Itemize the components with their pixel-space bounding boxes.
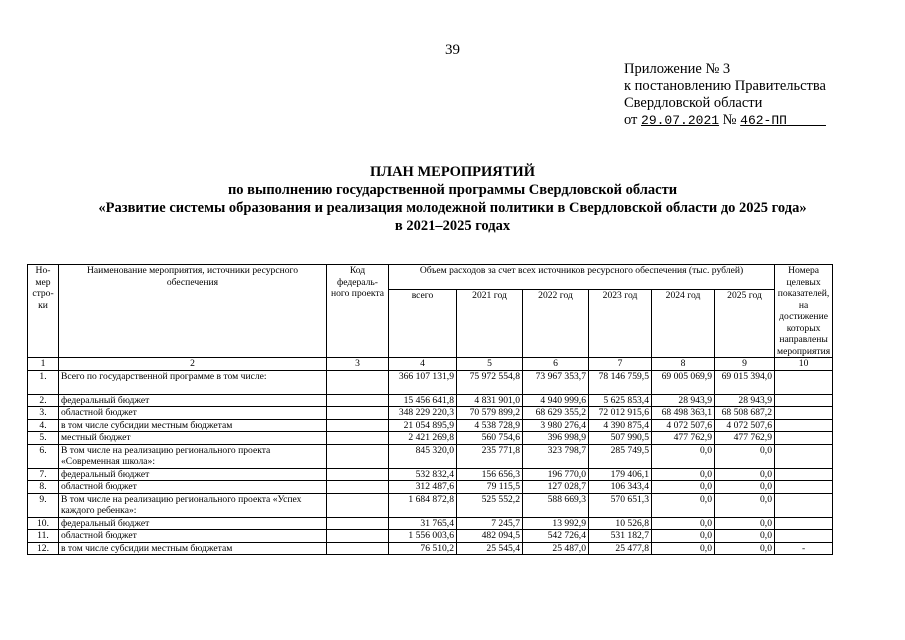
row-2024: 0,0 bbox=[652, 444, 715, 468]
row-number: 10. bbox=[28, 517, 59, 530]
row-target: - bbox=[775, 542, 833, 555]
table-row bbox=[28, 517, 833, 530]
plan-table-body bbox=[28, 370, 833, 555]
row-2021: 4 831 901,0 bbox=[457, 394, 523, 407]
row-target bbox=[775, 444, 833, 468]
row-2023: 285 749,5 bbox=[589, 444, 652, 468]
row-2025: 0,0 bbox=[715, 530, 775, 543]
row-name: областной бюджет bbox=[59, 481, 327, 494]
row-target bbox=[775, 468, 833, 481]
row-2021: 7 245,7 bbox=[457, 517, 523, 530]
row-target bbox=[775, 493, 833, 517]
row-2022: 196 770,0 bbox=[523, 468, 589, 481]
row-2024: 0,0 bbox=[652, 468, 715, 481]
table-row bbox=[28, 481, 833, 494]
row-number: 3. bbox=[28, 407, 59, 420]
col-number: 10 bbox=[775, 358, 833, 371]
row-2024: 0,0 bbox=[652, 493, 715, 517]
row-2025: 69 015 394,0 bbox=[715, 370, 775, 394]
row-2022: 68 629 355,2 bbox=[523, 407, 589, 420]
col-number: 4 bbox=[389, 358, 457, 371]
row-total: 2 421 269,8 bbox=[389, 432, 457, 445]
table-row bbox=[28, 394, 833, 407]
row-2025: 0,0 bbox=[715, 468, 775, 481]
row-2023: 570 651,3 bbox=[589, 493, 652, 517]
row-code bbox=[327, 517, 389, 530]
row-2021: 70 579 899,2 bbox=[457, 407, 523, 420]
appendix-block bbox=[624, 61, 826, 129]
document-title bbox=[0, 163, 905, 235]
title-line-4: в 2021–2025 годах bbox=[394, 218, 511, 234]
row-2024: 28 943,9 bbox=[652, 394, 715, 407]
page-number: 39 bbox=[445, 42, 460, 58]
col-number: 8 bbox=[652, 358, 715, 371]
row-target bbox=[775, 419, 833, 432]
row-2021: 560 754,6 bbox=[457, 432, 523, 445]
row-total: 76 510,2 bbox=[389, 542, 457, 555]
header-2021: 2021 год bbox=[457, 290, 523, 358]
row-code bbox=[327, 493, 389, 517]
row-total: 21 054 895,9 bbox=[389, 419, 457, 432]
header-total: всего bbox=[389, 290, 457, 358]
row-2022: 396 998,9 bbox=[523, 432, 589, 445]
plan-table bbox=[27, 264, 833, 555]
row-2023: 25 477,8 bbox=[589, 542, 652, 555]
row-2025: 68 508 687,2 bbox=[715, 407, 775, 420]
header-row-number: Но-мер стро-ки bbox=[28, 265, 59, 358]
decree-date: 29.07.2021 bbox=[641, 113, 720, 128]
row-target bbox=[775, 394, 833, 407]
title-line-1: ПЛАН МЕРОПРИЯТИЙ bbox=[370, 164, 535, 180]
row-total: 312 487,6 bbox=[389, 481, 457, 494]
row-2022: 323 798,7 bbox=[523, 444, 589, 468]
row-2024: 0,0 bbox=[652, 530, 715, 543]
row-2022: 542 726,4 bbox=[523, 530, 589, 543]
row-2022: 127 028,7 bbox=[523, 481, 589, 494]
row-target bbox=[775, 517, 833, 530]
row-name: Всего по государственной программе в том числе: bbox=[59, 370, 327, 394]
decree-number: 462-ПП bbox=[740, 113, 787, 128]
title-line-2: по выполнению государственной программы Свердловской области bbox=[227, 182, 678, 198]
row-number: 1. bbox=[28, 370, 59, 394]
row-name: В том числе на реализацию регионального проекта «Современная школа»: bbox=[59, 444, 327, 468]
row-total: 532 832,4 bbox=[389, 468, 457, 481]
number-prefix: № bbox=[722, 112, 737, 128]
row-2021: 482 094,5 bbox=[457, 530, 523, 543]
row-2022: 4 940 999,6 bbox=[523, 394, 589, 407]
row-2022: 73 967 353,7 bbox=[523, 370, 589, 394]
row-code bbox=[327, 444, 389, 468]
header-volume: Объем расходов за счет всех источников ресурсного обеспечения (тыс. рублей) bbox=[389, 265, 775, 290]
row-2023: 4 390 875,4 bbox=[589, 419, 652, 432]
row-total: 1 556 003,6 bbox=[389, 530, 457, 543]
row-2023: 10 526,8 bbox=[589, 517, 652, 530]
row-number: 4. bbox=[28, 419, 59, 432]
row-2024: 477 762,9 bbox=[652, 432, 715, 445]
row-number: 7. bbox=[28, 468, 59, 481]
row-total: 15 456 641,8 bbox=[389, 394, 457, 407]
table-row bbox=[28, 407, 833, 420]
col-number: 3 bbox=[327, 358, 389, 371]
table-row bbox=[28, 432, 833, 445]
row-2023: 72 012 915,6 bbox=[589, 407, 652, 420]
row-2021: 235 771,8 bbox=[457, 444, 523, 468]
table-row bbox=[28, 419, 833, 432]
row-2021: 79 115,5 bbox=[457, 481, 523, 494]
date-prefix: от bbox=[624, 112, 638, 128]
row-name: федеральный бюджет bbox=[59, 394, 327, 407]
row-2021: 156 656,3 bbox=[457, 468, 523, 481]
row-2025: 0,0 bbox=[715, 493, 775, 517]
row-2024: 69 005 069,9 bbox=[652, 370, 715, 394]
row-code bbox=[327, 542, 389, 555]
header-targets: Номера целевых показателей, на достижение которых направлены мероприятия bbox=[775, 265, 833, 358]
title-line-3: «Развитие системы образования и реализация молодежной политики в Свердловской области до 2025 года» bbox=[98, 200, 807, 216]
row-total: 31 765,4 bbox=[389, 517, 457, 530]
table-row bbox=[28, 468, 833, 481]
row-number: 9. bbox=[28, 493, 59, 517]
col-number: 5 bbox=[457, 358, 523, 371]
row-total: 348 229 220,3 bbox=[389, 407, 457, 420]
table-row bbox=[28, 530, 833, 543]
row-total: 1 684 872,8 bbox=[389, 493, 457, 517]
row-number: 2. bbox=[28, 394, 59, 407]
row-2022: 13 992,9 bbox=[523, 517, 589, 530]
row-2023: 78 146 759,5 bbox=[589, 370, 652, 394]
row-number: 5. bbox=[28, 432, 59, 445]
col-number: 7 bbox=[589, 358, 652, 371]
row-name: местный бюджет bbox=[59, 432, 327, 445]
row-code bbox=[327, 468, 389, 481]
row-2021: 75 972 554,8 bbox=[457, 370, 523, 394]
header-code: Код федераль-ного проекта bbox=[327, 265, 389, 358]
row-2021: 25 545,4 bbox=[457, 542, 523, 555]
row-2021: 525 552,2 bbox=[457, 493, 523, 517]
row-code bbox=[327, 370, 389, 394]
col-number: 6 bbox=[523, 358, 589, 371]
row-target bbox=[775, 407, 833, 420]
col-number: 1 bbox=[28, 358, 59, 371]
row-code bbox=[327, 394, 389, 407]
row-2025: 0,0 bbox=[715, 517, 775, 530]
row-2025: 477 762,9 bbox=[715, 432, 775, 445]
row-number: 6. bbox=[28, 444, 59, 468]
row-2025: 0,0 bbox=[715, 542, 775, 555]
row-2025: 0,0 bbox=[715, 444, 775, 468]
header-2025: 2025 год bbox=[715, 290, 775, 358]
row-2024: 68 498 363,1 bbox=[652, 407, 715, 420]
header-2024: 2024 год bbox=[652, 290, 715, 358]
row-code bbox=[327, 481, 389, 494]
column-numbers-row bbox=[28, 358, 833, 371]
row-2023: 106 343,4 bbox=[589, 481, 652, 494]
row-2025: 4 072 507,6 bbox=[715, 419, 775, 432]
appendix-line-2: к постановлению Правительства bbox=[624, 78, 826, 94]
row-2024: 0,0 bbox=[652, 517, 715, 530]
header-2022: 2022 год bbox=[523, 290, 589, 358]
row-code bbox=[327, 432, 389, 445]
row-2024: 0,0 bbox=[652, 481, 715, 494]
row-2024: 4 072 507,6 bbox=[652, 419, 715, 432]
appendix-line-3: Свердловской области bbox=[624, 95, 763, 111]
row-2023: 5 625 853,4 bbox=[589, 394, 652, 407]
header-2023: 2023 год bbox=[589, 290, 652, 358]
row-name: областной бюджет bbox=[59, 407, 327, 420]
table-row bbox=[28, 493, 833, 517]
row-number: 8. bbox=[28, 481, 59, 494]
row-number: 12. bbox=[28, 542, 59, 555]
row-code bbox=[327, 419, 389, 432]
table-row bbox=[28, 542, 833, 555]
col-number: 9 bbox=[715, 358, 775, 371]
row-code bbox=[327, 530, 389, 543]
row-2022: 588 669,3 bbox=[523, 493, 589, 517]
row-2025: 28 943,9 bbox=[715, 394, 775, 407]
row-2021: 4 538 728,9 bbox=[457, 419, 523, 432]
row-name: федеральный бюджет bbox=[59, 517, 327, 530]
row-2024: 0,0 bbox=[652, 542, 715, 555]
appendix-date-line bbox=[624, 112, 826, 129]
row-number: 11. bbox=[28, 530, 59, 543]
row-target bbox=[775, 530, 833, 543]
row-name: федеральный бюджет bbox=[59, 468, 327, 481]
row-name: в том числе субсидии местным бюджетам bbox=[59, 542, 327, 555]
row-target bbox=[775, 481, 833, 494]
row-target bbox=[775, 370, 833, 394]
table-row bbox=[28, 370, 833, 394]
row-code bbox=[327, 407, 389, 420]
row-2022: 25 487,0 bbox=[523, 542, 589, 555]
appendix-line-1: Приложение № 3 bbox=[624, 61, 731, 77]
col-number: 2 bbox=[59, 358, 327, 371]
header-name: Наименование мероприятия, источники ресурсного обеспечения bbox=[59, 265, 327, 358]
row-total: 845 320,0 bbox=[389, 444, 457, 468]
row-target bbox=[775, 432, 833, 445]
row-2025: 0,0 bbox=[715, 481, 775, 494]
row-name: областной бюджет bbox=[59, 530, 327, 543]
row-name: В том числе на реализацию регионального проекта «Успех каждого ребенка»: bbox=[59, 493, 327, 517]
table-row bbox=[28, 444, 833, 468]
row-2023: 179 406,1 bbox=[589, 468, 652, 481]
row-2022: 3 980 276,4 bbox=[523, 419, 589, 432]
row-name: в том числе субсидии местным бюджетам bbox=[59, 419, 327, 432]
row-total: 366 107 131,9 bbox=[389, 370, 457, 394]
row-2023: 531 182,7 bbox=[589, 530, 652, 543]
row-2023: 507 990,5 bbox=[589, 432, 652, 445]
